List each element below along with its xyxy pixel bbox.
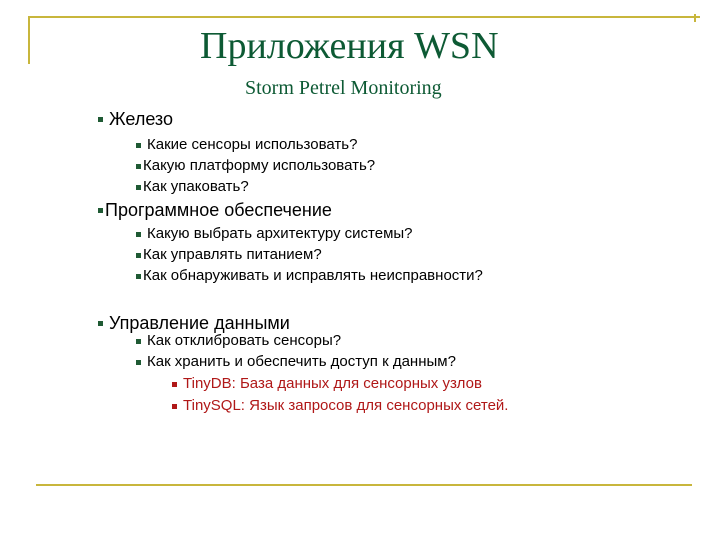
list-subitem-label: TinySQL: Язык запросов для сенсорных сетей.: [183, 397, 509, 414]
square-bullet-icon: [136, 339, 141, 344]
square-bullet-icon: [136, 253, 141, 258]
list-item-label: Как отклибровать сенсоры?: [147, 332, 342, 349]
frame-left-line: [28, 16, 30, 64]
square-bullet-icon: [172, 404, 177, 409]
list-item: [136, 352, 456, 372]
section-heading-hardware: [98, 108, 173, 130]
square-bullet-icon: [136, 232, 141, 237]
list-item: [136, 177, 249, 197]
square-bullet-icon: [136, 185, 141, 190]
list-item: [136, 156, 375, 176]
list-item-label: Как управлять питанием?: [143, 246, 322, 263]
list-item-label: Как обнаруживать и исправлять неисправности?: [143, 267, 483, 284]
frame-top-line: [28, 16, 700, 18]
section-heading-label: Программное обеспечение: [105, 200, 332, 220]
list-item-label: Какую платформу использовать?: [143, 157, 376, 174]
square-bullet-icon: [136, 164, 141, 169]
frame-bottom-line: [36, 484, 692, 486]
list-subitem-label: TinyDB: База данных для сенсорных узлов: [183, 375, 482, 392]
list-item: [136, 266, 483, 286]
list-item: [136, 135, 357, 155]
square-bullet-icon: [98, 117, 103, 122]
list-item-label: Как упаковать?: [143, 178, 249, 195]
slide-title: Приложения WSN: [200, 25, 499, 67]
square-bullet-icon: [136, 274, 141, 279]
square-bullet-icon: [172, 382, 177, 387]
square-bullet-icon: [136, 360, 141, 365]
section-heading-label: Управление данными: [109, 313, 290, 333]
section-heading-label: Железо: [109, 109, 173, 129]
square-bullet-icon: [98, 321, 103, 326]
square-bullet-icon: [98, 208, 103, 213]
list-item: [136, 245, 322, 265]
list-item-label: Как хранить и обеспечить доступ к данным?: [147, 353, 456, 370]
square-bullet-icon: [136, 143, 141, 148]
frame-right-tick: [694, 14, 696, 22]
list-item: [136, 224, 413, 244]
list-subitem: [172, 374, 482, 394]
section-heading-software: [98, 199, 332, 221]
list-subitem: [172, 396, 508, 416]
list-item: [136, 331, 341, 351]
slide-subtitle: Storm Petrel Monitoring: [245, 77, 442, 99]
list-item-label: Какие сенсоры использовать?: [147, 136, 358, 153]
list-item-label: Какую выбрать архитектуру системы?: [147, 225, 413, 242]
